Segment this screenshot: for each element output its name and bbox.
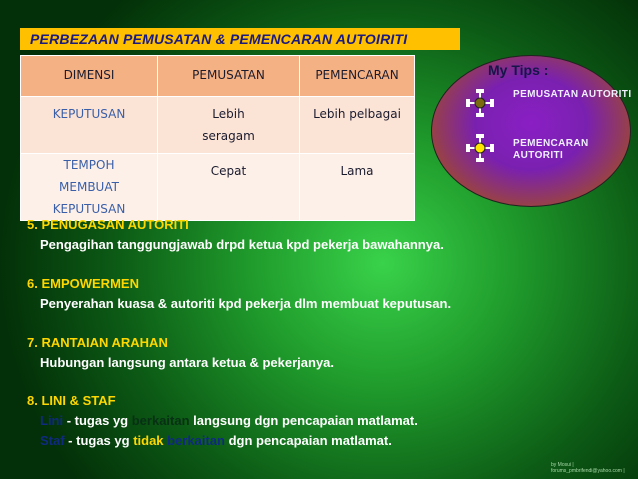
header-pemusatan: PEMUSATAN: [158, 56, 300, 97]
table-row: [21, 154, 415, 221]
staf-text: dgn pencapaian matlamat.: [224, 433, 392, 448]
section-body: Pengagihan tanggungjawab drpd ketua kpd pekerja bawahannya.: [40, 237, 444, 252]
section-7: [27, 333, 334, 373]
header-dimensi: DIMENSI: [21, 56, 158, 97]
section-5: [27, 215, 444, 255]
lini-text: - tugas yg: [63, 413, 132, 428]
section-heading: 7. RANTAIAN ARAHAN: [27, 335, 168, 350]
comparison-table: [20, 55, 415, 221]
staf-keyword-tidak: tidak: [133, 433, 164, 448]
section-heading: 6. EMPOWERMEN: [27, 276, 139, 291]
lini-line: [27, 411, 418, 431]
section-body: Hubungan langsung antara ketua & pekerjanya.: [40, 355, 335, 370]
staf-keyword-berkaitan: berkaitan: [167, 433, 225, 448]
watermark: by Mosui | forums_pmbrifendi@yahoo.com |: [551, 462, 625, 474]
centralized-network-icon: [465, 88, 495, 118]
section-6: [27, 274, 451, 314]
cell-dimensi: TEMPOH MEMBUAT KEPUTUSAN: [21, 154, 158, 221]
lini-term: Lini: [40, 413, 64, 428]
tips-label-pemencaran: PEMENCARAN AUTORITI: [513, 138, 589, 161]
staf-line: [27, 431, 418, 451]
table-row: [21, 97, 415, 154]
slide-title: PERBEZAAN PEMUSATAN & PEMENCARAN AUTOIRITI: [30, 31, 408, 47]
cell-pemusatan: Cepat: [158, 154, 300, 221]
table-header-row: [21, 56, 415, 97]
lini-keyword: berkaitan: [131, 413, 190, 428]
tips-label-pemusatan: PEMUSATAN AUTORITI: [513, 89, 632, 100]
header-pemencaran: PEMENCARAN: [300, 56, 415, 97]
lini-text: langsung dgn pencapaian matlamat.: [189, 413, 418, 428]
staf-text: - tugas yg: [64, 433, 134, 448]
section-heading: 5. PENUGASAN AUTORITI: [27, 217, 189, 232]
cell-dimensi: KEPUTUSAN: [21, 97, 158, 154]
section-body: Penyerahan kuasa & autoriti kpd pekerja dlm membuat keputusan.: [40, 296, 452, 311]
decentralized-network-icon: [465, 133, 495, 163]
cell-pemencaran: Lebih pelbagai: [300, 97, 415, 154]
section-heading: 8. LINI & STAF: [27, 393, 116, 408]
staf-term: Staf: [40, 433, 65, 448]
tips-title: My Tips :: [488, 62, 549, 78]
cell-pemencaran: Lama: [300, 154, 415, 221]
section-8: [27, 391, 418, 451]
cell-pemusatan: Lebih seragam: [158, 97, 300, 154]
